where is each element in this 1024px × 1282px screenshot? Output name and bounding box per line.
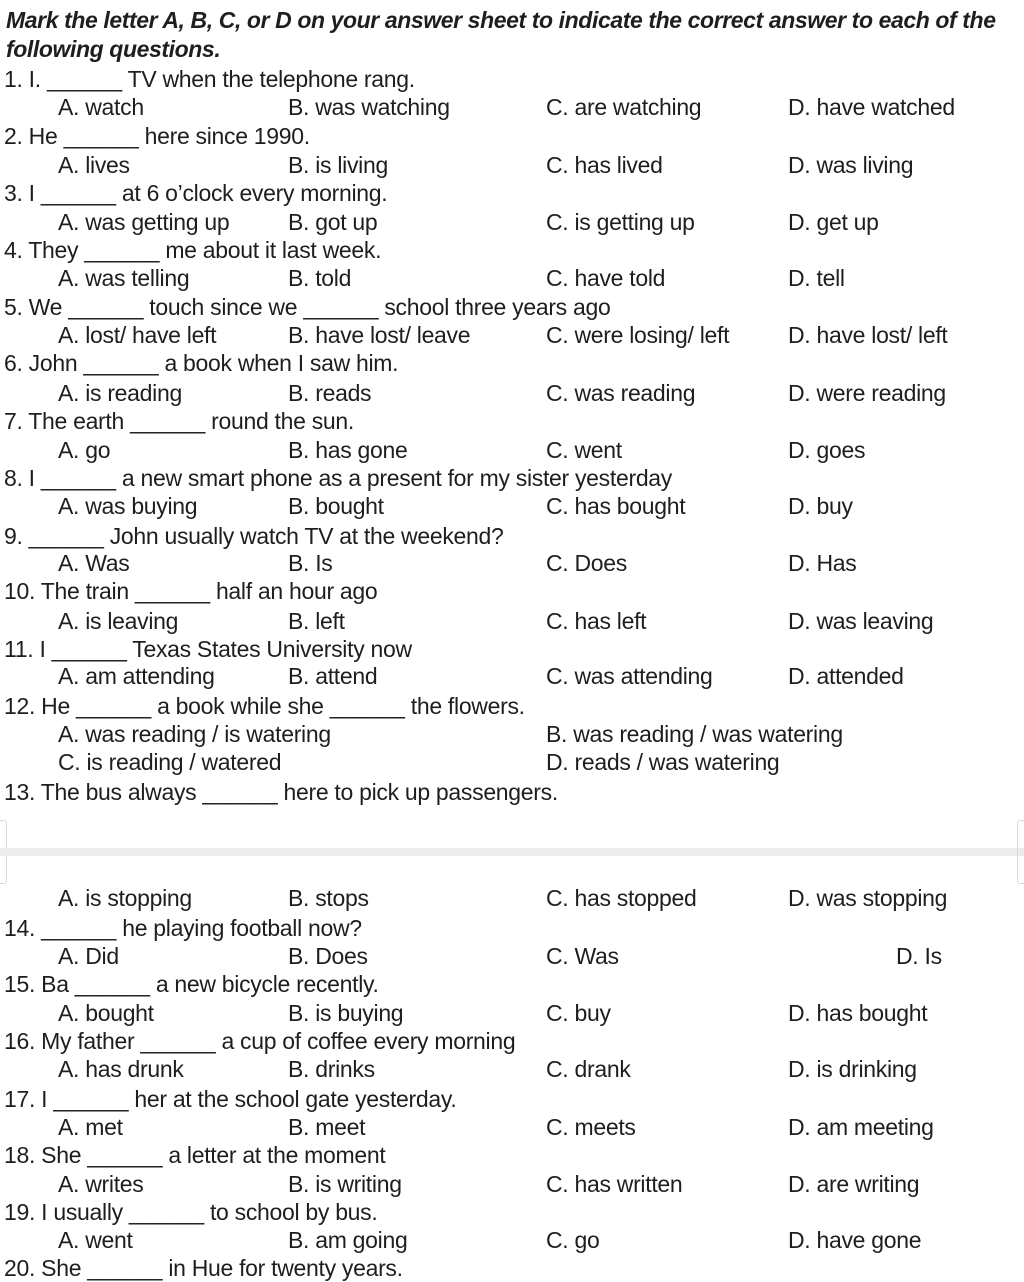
question-2: 2. He ______ here since 1990.	[4, 123, 310, 149]
options-12-row2	[0, 748, 1024, 776]
question-15: 15. Ba ______ a new bicycle recently.	[4, 971, 379, 997]
option-c[interactable]: C. drank	[546, 1056, 631, 1082]
instructions: Mark the letter A, B, C, or D on your answer sheet to indicate the correct answer to each of the following questions.	[6, 7, 996, 62]
option-d[interactable]: D. Is	[896, 943, 942, 969]
options-9	[0, 549, 1024, 577]
option-b[interactable]: B. told	[288, 265, 352, 291]
option-d[interactable]: D. have gone	[788, 1227, 922, 1253]
option-a[interactable]: A. is stopping	[58, 885, 192, 911]
option-c[interactable]: C. go	[546, 1227, 600, 1253]
option-a[interactable]: A. is leaving	[58, 608, 179, 634]
options-4	[0, 264, 1024, 292]
options-6	[0, 379, 1024, 407]
question-1: 1. I. ______ TV when the telephone rang.	[4, 66, 415, 92]
option-a[interactable]: A. was getting up	[58, 209, 230, 235]
options-11	[0, 662, 1024, 690]
page-divider	[0, 848, 1024, 856]
option-a[interactable]: A. watch	[58, 94, 144, 120]
option-d[interactable]: D. attended	[788, 663, 904, 689]
option-c[interactable]: C. meets	[546, 1114, 636, 1140]
option-a[interactable]: A. was telling	[58, 265, 190, 291]
option-b[interactable]: B. attend	[288, 663, 378, 689]
option-d[interactable]: D. were reading	[788, 380, 946, 406]
options-18	[0, 1170, 1024, 1198]
question-6: 6. John ______ a book when I saw him.	[4, 350, 399, 376]
option-a[interactable]: A. was reading / is watering	[58, 721, 331, 747]
options-1	[0, 93, 1024, 121]
option-d[interactable]: D. is drinking	[788, 1056, 917, 1082]
option-a[interactable]: A. lost/ have left	[58, 322, 217, 348]
option-b[interactable]: B. reads	[288, 380, 372, 406]
option-a[interactable]: A. lives	[58, 152, 130, 178]
options-19	[0, 1226, 1024, 1254]
option-d[interactable]: D. was stopping	[788, 885, 948, 911]
option-b[interactable]: B. is buying	[288, 1000, 404, 1026]
question-13: 13. The bus always ______ here to pick up passengers.	[4, 779, 558, 805]
options-13	[0, 884, 1024, 912]
option-b[interactable]: B. is living	[288, 152, 388, 178]
options-3	[0, 208, 1024, 236]
option-a[interactable]: A. was buying	[58, 493, 198, 519]
option-a[interactable]: A. Did	[58, 943, 119, 969]
option-b[interactable]: B. am going	[288, 1227, 408, 1253]
option-b[interactable]: B. has gone	[288, 437, 408, 463]
option-b[interactable]: B. left	[288, 608, 345, 634]
option-c[interactable]: C. has bought	[546, 493, 686, 519]
option-a[interactable]: A. writes	[58, 1171, 144, 1197]
question-3: 3. I ______ at 6 o’clock every morning.	[4, 180, 388, 206]
question-18: 18. She ______ a letter at the moment	[4, 1142, 386, 1168]
option-c[interactable]: C. Was	[546, 943, 619, 969]
option-d[interactable]: D. buy	[788, 493, 853, 519]
question-16: 16. My father ______ a cup of coffee every morning	[4, 1028, 516, 1054]
option-b[interactable]: B. Does	[288, 943, 368, 969]
option-c[interactable]: C. has left	[546, 608, 647, 634]
option-c[interactable]: C. has lived	[546, 152, 663, 178]
options-7	[0, 436, 1024, 464]
options-2	[0, 151, 1024, 179]
option-d[interactable]: D. was leaving	[788, 608, 934, 634]
option-d[interactable]: D. goes	[788, 437, 866, 463]
option-a[interactable]: A. went	[58, 1227, 133, 1253]
question-12: 12. He ______ a book while she ______ the flowers.	[4, 693, 525, 719]
option-c[interactable]: C. are watching	[546, 94, 702, 120]
option-d[interactable]: D. have lost/ left	[788, 322, 948, 348]
option-d[interactable]: D. has bought	[788, 1000, 928, 1026]
options-8	[0, 492, 1024, 520]
option-b[interactable]: B. Is	[288, 550, 333, 576]
option-b[interactable]: B. drinks	[288, 1056, 375, 1082]
option-c[interactable]: C. have told	[546, 265, 666, 291]
option-c[interactable]: C. Does	[546, 550, 627, 576]
option-d[interactable]: D. have watched	[788, 94, 955, 120]
option-b[interactable]: B. have lost/ leave	[288, 322, 471, 348]
option-b[interactable]: B. is writing	[288, 1171, 402, 1197]
options-14	[0, 942, 1024, 970]
option-c[interactable]: C. was reading	[546, 380, 696, 406]
question-14: 14. ______ he playing football now?	[4, 915, 362, 941]
option-d[interactable]: D. are writing	[788, 1171, 920, 1197]
question-8: 8. I ______ a new smart phone as a present for my sister yesterday	[4, 465, 672, 491]
option-a[interactable]: A. bought	[58, 1000, 154, 1026]
option-d[interactable]: D. reads / was watering	[546, 749, 780, 775]
option-d[interactable]: D. was living	[788, 152, 914, 178]
option-c[interactable]: C. has stopped	[546, 885, 697, 911]
option-c[interactable]: C. has written	[546, 1171, 683, 1197]
option-a[interactable]: A. is reading	[58, 380, 182, 406]
question-10: 10. The train ______ half an hour ago	[4, 578, 378, 604]
option-b[interactable]: B. bought	[288, 493, 384, 519]
options-17	[0, 1113, 1024, 1141]
options-15	[0, 999, 1024, 1027]
question-4: 4. They ______ me about it last week.	[4, 237, 382, 263]
option-b[interactable]: B. got up	[288, 209, 378, 235]
option-d[interactable]: D. am meeting	[788, 1114, 934, 1140]
option-c[interactable]: C. was attending	[546, 663, 713, 689]
page-break	[0, 818, 1024, 882]
options-12-row1	[0, 720, 1024, 748]
option-b[interactable]: B. meet	[288, 1114, 366, 1140]
option-d[interactable]: D. Has	[788, 550, 857, 576]
option-b[interactable]: B. was reading / was watering	[546, 721, 843, 747]
question-20: 20. She ______ in Hue for twenty years.	[4, 1255, 403, 1281]
page-edge-right	[1017, 820, 1024, 884]
option-a[interactable]: A. Was	[58, 550, 130, 576]
option-c[interactable]: C. went	[546, 437, 622, 463]
question-9: 9. ______ John usually watch TV at the weekend?	[4, 523, 504, 549]
option-a[interactable]: A. am attending	[58, 663, 215, 689]
options-10	[0, 607, 1024, 635]
options-16	[0, 1055, 1024, 1083]
options-5	[0, 321, 1024, 349]
option-a[interactable]: A. go	[58, 437, 111, 463]
option-d[interactable]: D. tell	[788, 265, 845, 291]
option-c[interactable]: C. is getting up	[546, 209, 695, 235]
option-d[interactable]: D. get up	[788, 209, 879, 235]
option-a[interactable]: A. met	[58, 1114, 123, 1140]
option-a[interactable]: A. has drunk	[58, 1056, 184, 1082]
option-b[interactable]: B. stops	[288, 885, 369, 911]
option-c[interactable]: C. buy	[546, 1000, 611, 1026]
question-19: 19. I usually ______ to school by bus.	[4, 1199, 378, 1225]
option-c[interactable]: C. were losing/ left	[546, 322, 730, 348]
question-7: 7. The earth ______ round the sun.	[4, 408, 354, 434]
option-b[interactable]: B. was watching	[288, 94, 450, 120]
option-c[interactable]: C. is reading / watered	[58, 749, 282, 775]
question-17: 17. I ______ her at the school gate yesterday.	[4, 1086, 457, 1112]
question-5: 5. We ______ touch since we ______ school three years ago	[4, 294, 611, 320]
question-11: 11. I ______ Texas States University now	[4, 636, 412, 662]
